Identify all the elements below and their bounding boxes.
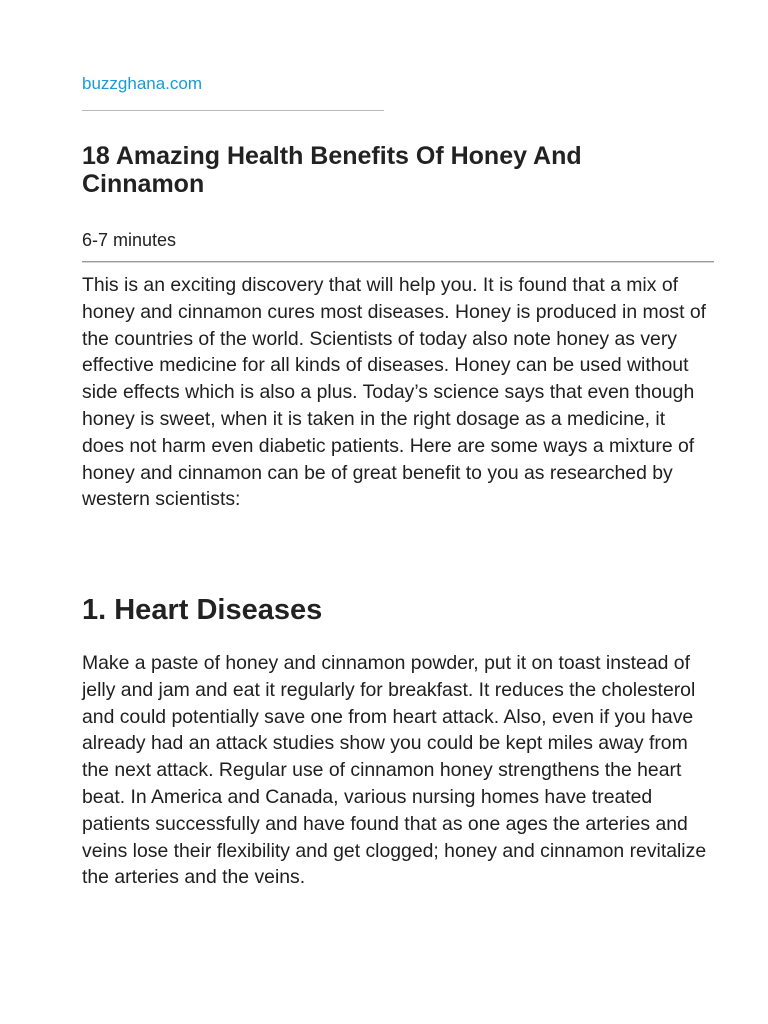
meta-divider	[82, 261, 714, 263]
source-link[interactable]: buzzghana.com	[82, 74, 203, 93]
section-body-heart-diseases: Make a paste of honey and cinnamon powder, put it on toast instead of jelly and jam and eat it regularly for breakfast. It reduces the cholesterol and could potentially save one from heart attack. Also, even if you have already had an attack studies show you could be kept miles away from the next attack. Regular use of cinnamon honey strengthens the heart beat. In America and Canada, various nursing homes have treated patients successfully and have found that as one ages the arteries and veins lose their flexibility and get clogged; honey and cinnamon revitalize the arteries and the veins.	[82, 652, 707, 889]
article-title: 18 Amazing Health Benefits Of Honey And Cinnamon	[82, 142, 582, 198]
reading-time: 6-7 minutes	[82, 230, 177, 250]
section-heading-heart-diseases: 1. Heart Diseases	[82, 594, 323, 626]
source-divider	[82, 110, 384, 111]
intro-paragraph: This is an exciting discovery that will help you. It is found that a mix of honey and cinnamon cures most diseases. Honey is produced in most of the countries of the world. Scientists of today also note honey as very effective medicine for all kinds of diseases. Honey can be used without side effects which is also a plus. Today’s science says that even though honey is sweet, when it is taken in the right dosage as a medicine, it does not harm even diabetic patients. Here are some ways a mixture of honey and cinnamon can be of great benefit to you as researched by western scientists:	[82, 274, 707, 511]
